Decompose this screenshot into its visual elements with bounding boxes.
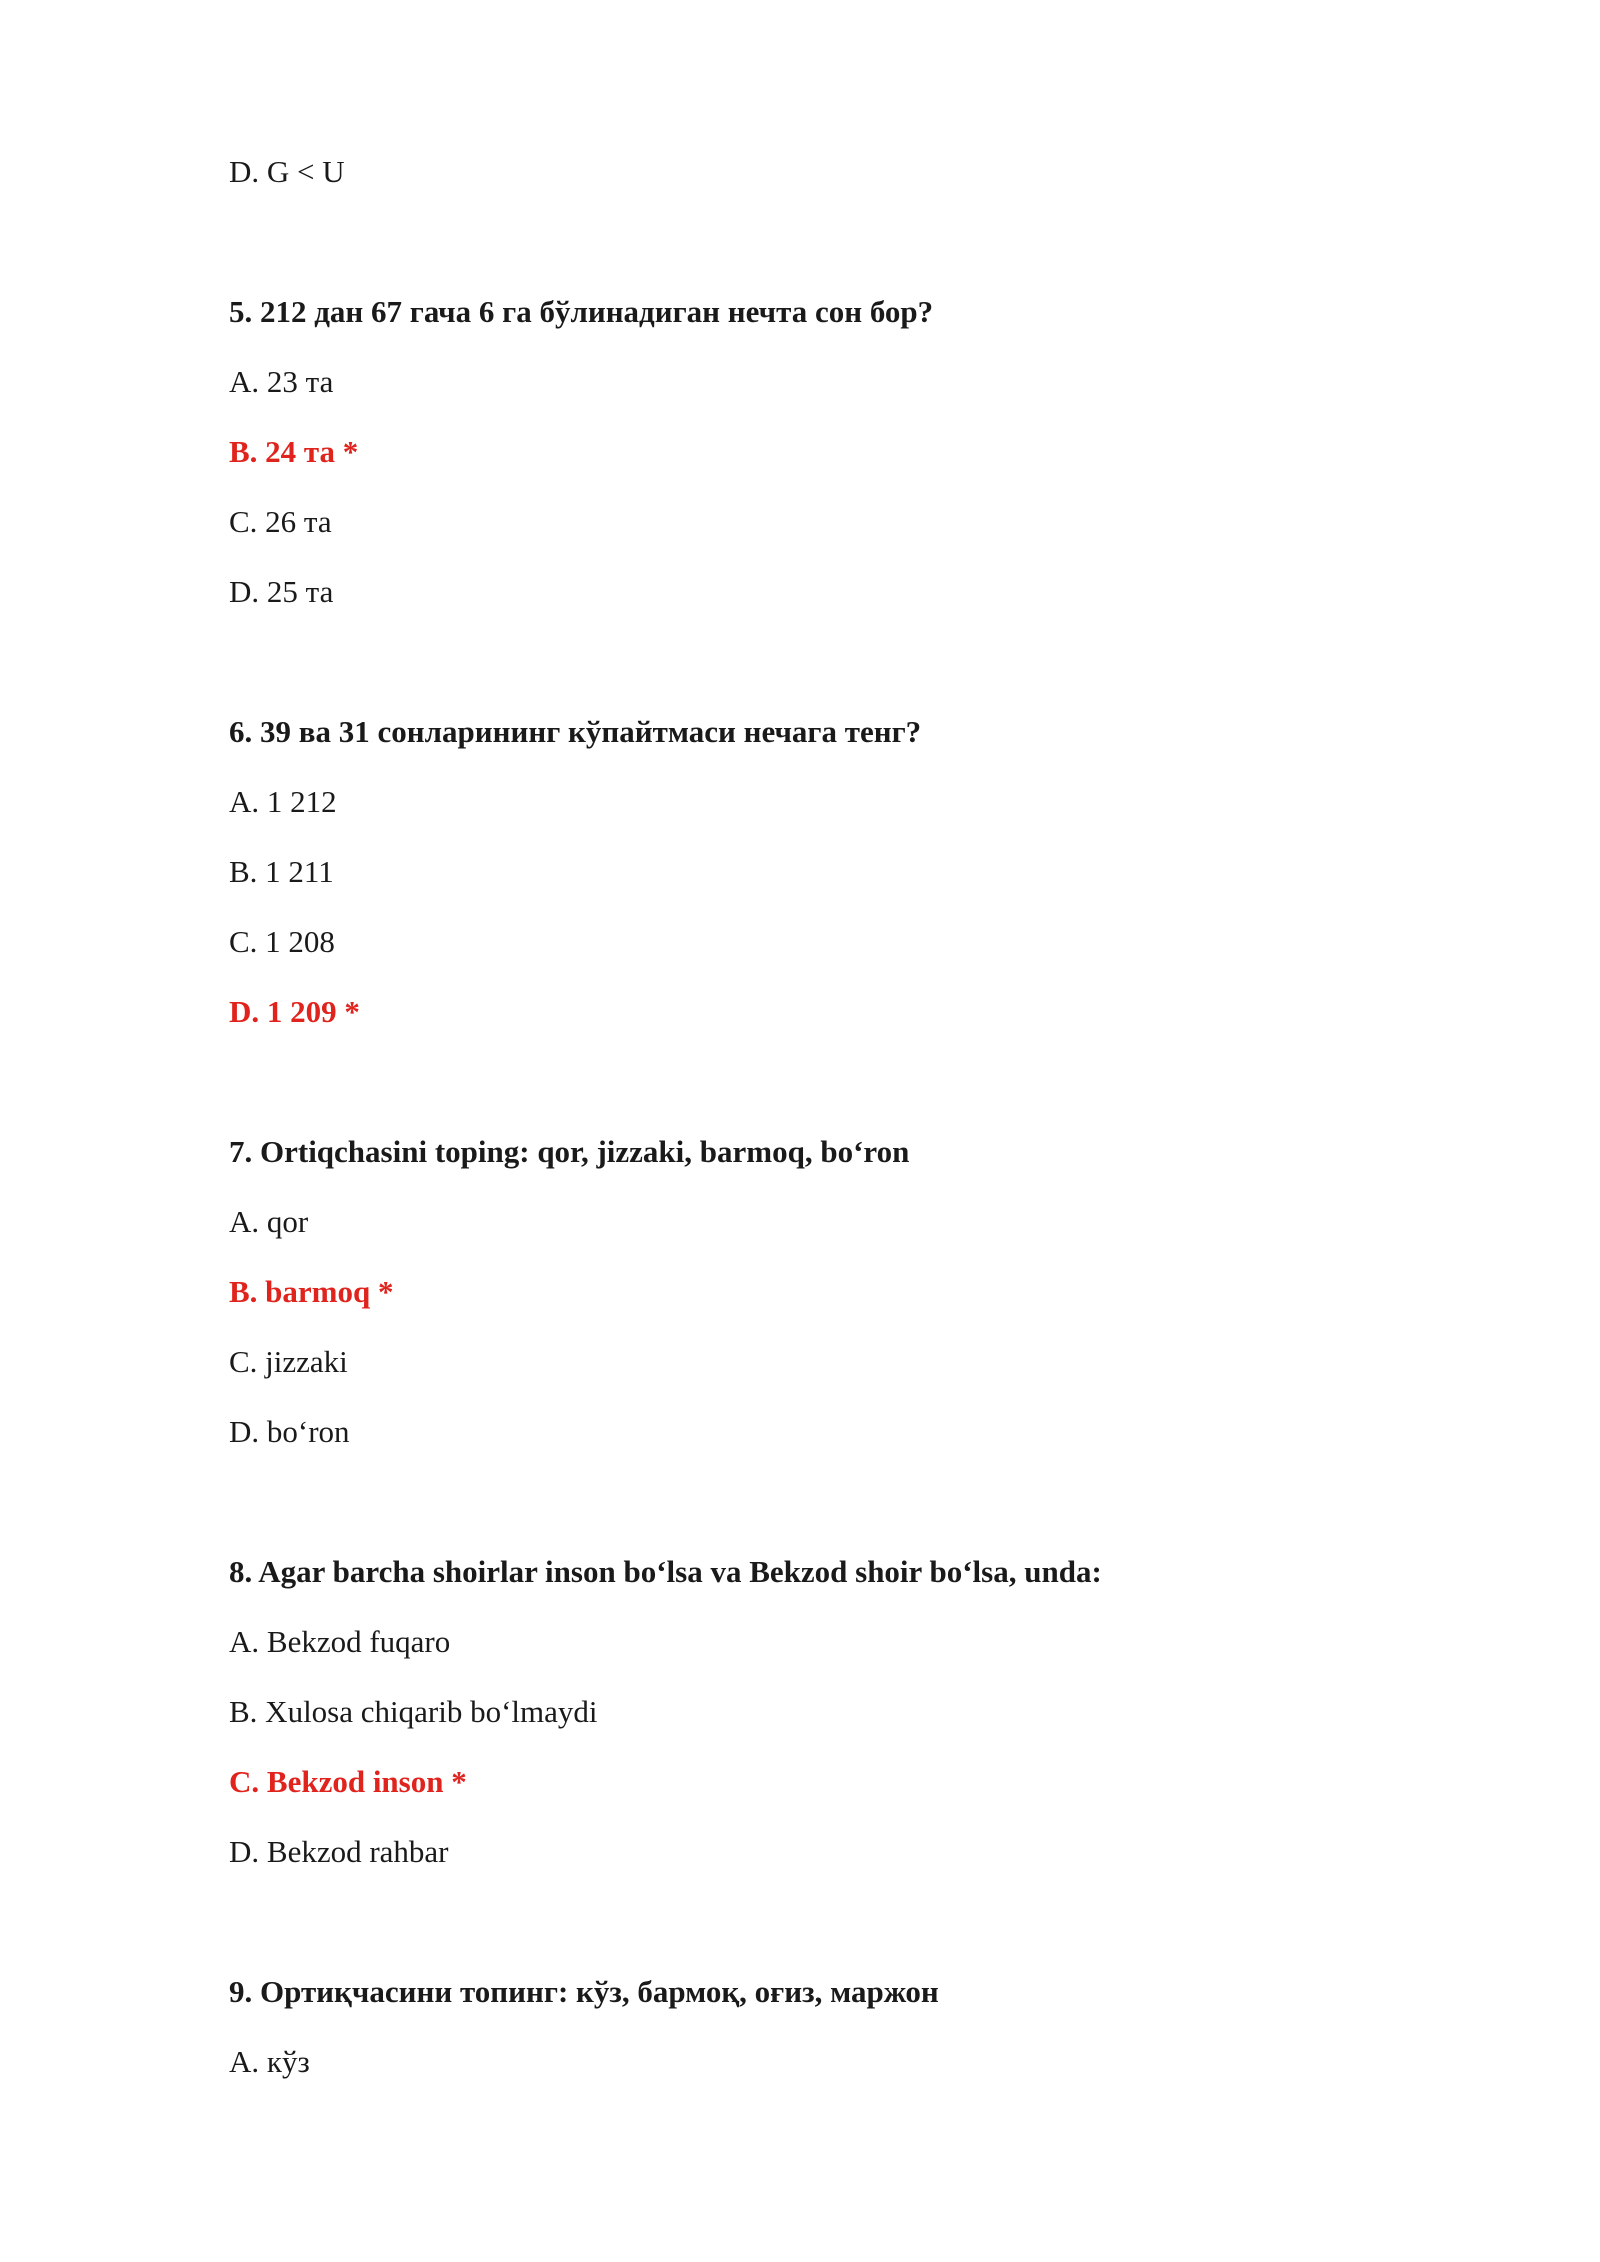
question-5: 5. 212 дан 67 гача 6 га бўлинадиган нечта сон бор? bbox=[229, 294, 934, 329]
answer-q5-b-correct: B. 24 та * bbox=[229, 434, 359, 469]
answer-q5-c: C. 26 та bbox=[229, 504, 332, 539]
answer-q6-c: C. 1 208 bbox=[229, 924, 335, 959]
question-6: 6. 39 ва 31 сонларининг кўпайтмаси нечага тенг? bbox=[229, 714, 922, 749]
answer-q7-c: C. jizzaki bbox=[229, 1344, 348, 1379]
answer-q6-d-correct: D. 1 209 * bbox=[229, 994, 360, 1029]
answer-q8-a: A. Bekzod fuqaro bbox=[229, 1624, 451, 1659]
question-8: 8. Agar barcha shoirlar inson bo‘lsa va Bekzod shoir bo‘lsa, unda: bbox=[229, 1554, 1102, 1589]
answer-q7-a: A. qor bbox=[229, 1204, 309, 1239]
answer-q7-d: D. bo‘ron bbox=[229, 1414, 350, 1449]
question-7: 7. Ortiqchasini toping: qor, jizzaki, barmoq, bo‘ron bbox=[229, 1134, 910, 1169]
answer-q4-d: D. G < U bbox=[229, 154, 345, 189]
answer-q8-d: D. Bekzod rahbar bbox=[229, 1834, 449, 1869]
answer-q8-b: B. Xulosa chiqarib bo‘lmaydi bbox=[229, 1694, 598, 1729]
answer-q7-b-correct: B. barmoq * bbox=[229, 1274, 394, 1309]
answer-q5-d: D. 25 та bbox=[229, 574, 334, 609]
question-9: 9. Ортиқчасини топинг: кўз, бармоқ, оғиз, маржон bbox=[229, 1974, 939, 2009]
answer-q6-b: B. 1 211 bbox=[229, 854, 334, 889]
answer-q9-a: A. кўз bbox=[229, 2044, 310, 2079]
answer-q8-c-correct: C. Bekzod inson * bbox=[229, 1764, 467, 1799]
answer-q6-a: A. 1 212 bbox=[229, 784, 337, 819]
answer-q5-a: A. 23 та bbox=[229, 364, 334, 399]
